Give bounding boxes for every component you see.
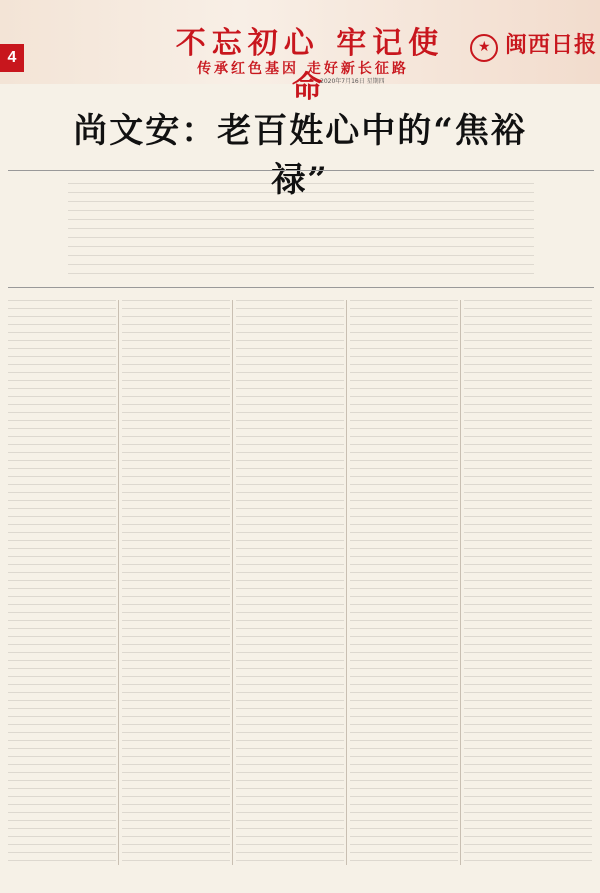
column-divider bbox=[232, 300, 233, 865]
banner-subslogan: 传承红色基因 走好新长征路 bbox=[197, 61, 409, 77]
page-banner bbox=[0, 0, 600, 105]
article-column-4 bbox=[350, 300, 458, 865]
lead-text bbox=[68, 183, 534, 275]
column-divider bbox=[346, 300, 347, 865]
column-divider bbox=[118, 300, 119, 865]
article-headline: 尚文安：老百姓心中的“焦裕禄” bbox=[73, 111, 527, 200]
banner-slogan: 不忘初心 牢记使命 bbox=[175, 26, 445, 105]
issue-date: 2020年7月16日 星期四 bbox=[320, 78, 385, 85]
article-lead bbox=[8, 170, 594, 288]
column-divider bbox=[460, 300, 461, 865]
party-emblem-icon bbox=[470, 34, 498, 62]
page-number: 4 bbox=[0, 44, 24, 72]
article-column-5 bbox=[464, 300, 592, 865]
article-column-1 bbox=[8, 300, 116, 865]
newspaper-masthead: 闽西日报 bbox=[505, 32, 598, 58]
article-column-2 bbox=[122, 300, 230, 865]
article-column-3 bbox=[236, 300, 344, 865]
